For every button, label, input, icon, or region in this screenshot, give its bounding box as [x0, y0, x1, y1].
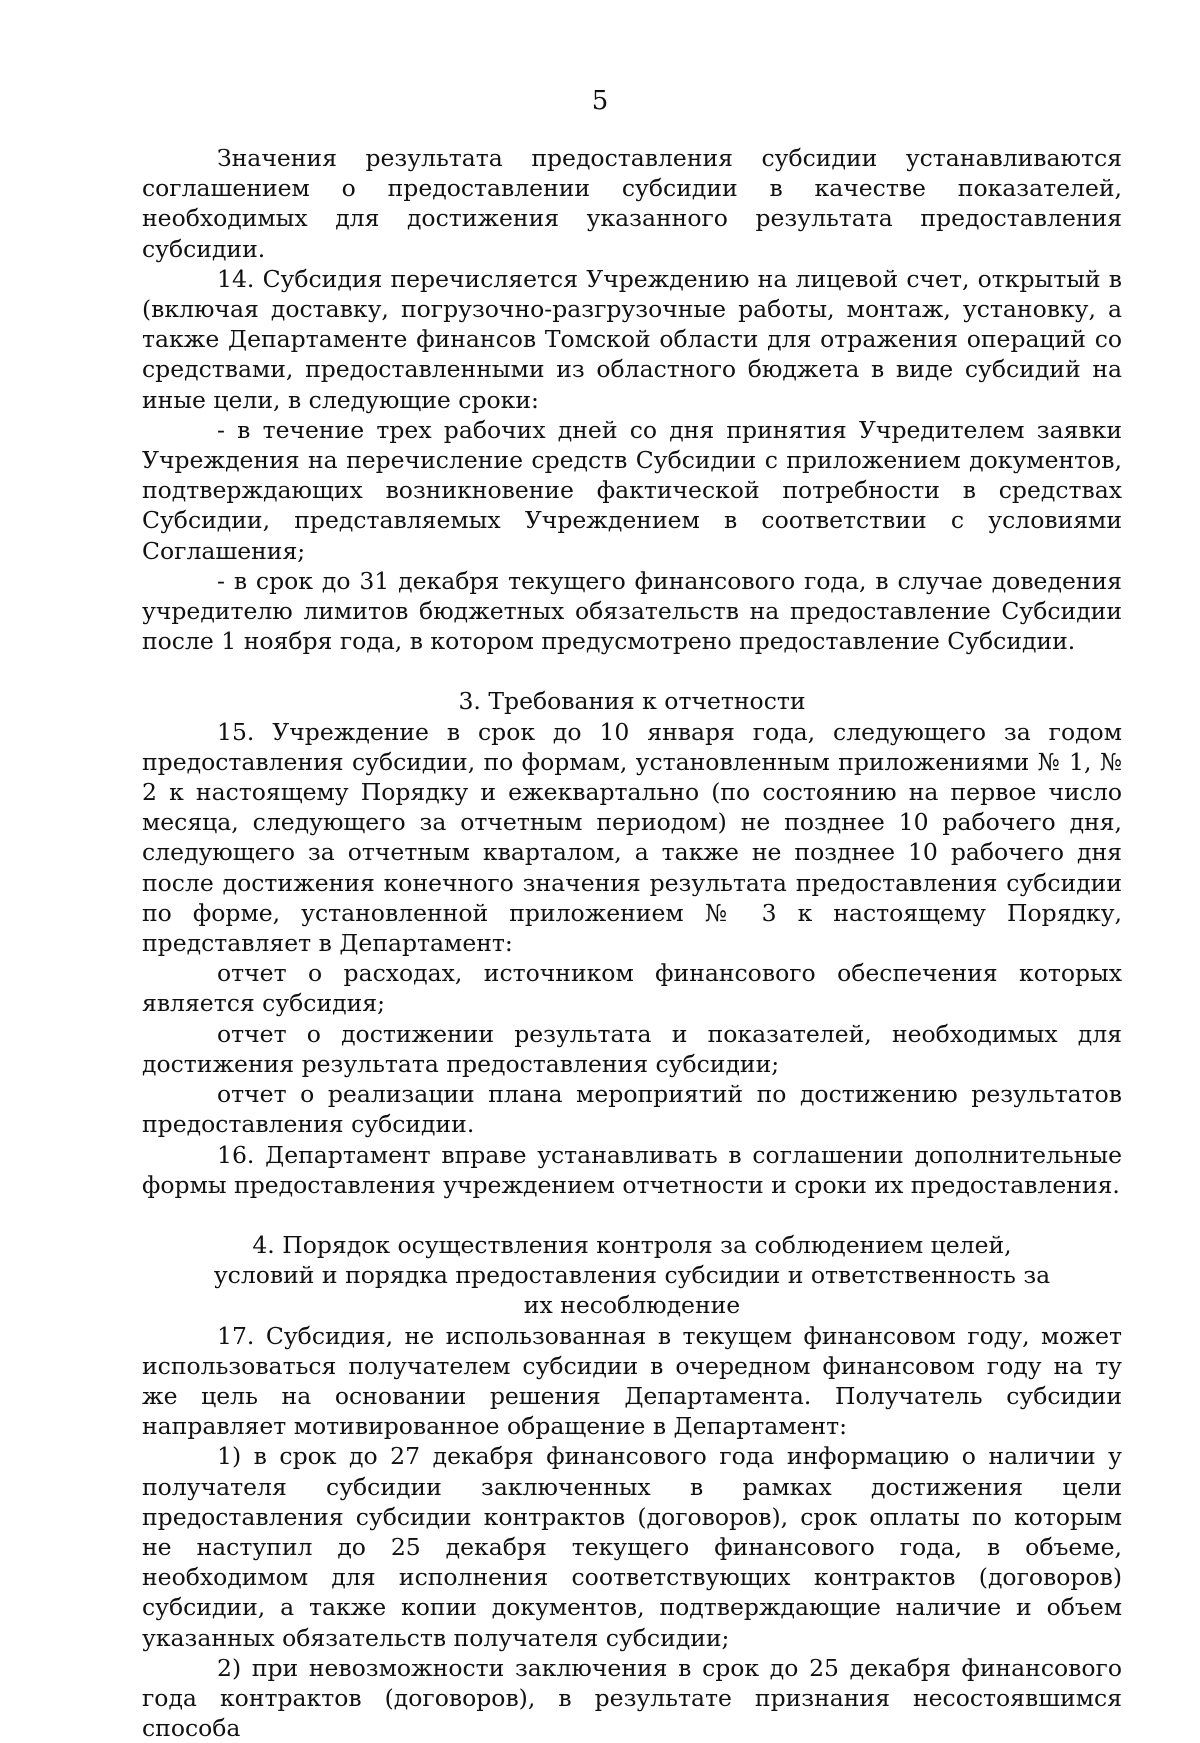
report-expenses: отчет о расходах, источником финансового обеспечения которых является субсидия;: [142, 959, 1122, 1018]
subitem-2: 2) при невозможности заключения в срок до 25 декабря финансового года контрактов (договоров), в результате признания несостоявшимся способа: [142, 1653, 1122, 1743]
section-heading-3: 3. Требования к отчетности: [458, 687, 806, 716]
list-item-three-days: - в течение трех рабочих дней со дня принятия Учредителем заявки Учреждения на перечисление средств Субсидии с приложением документов, подтверждающих возникновение фактической потребности в средствах Субсидии, представляемых Учреждением в соответствии с условиями Соглашения;: [142, 415, 1122, 565]
section-heading-4: 4. Порядок осуществления контроля за соблюдением целей, условий и порядка предоставления субсидии и ответственность за их несоблюдение: [213, 1230, 1051, 1320]
paragraph-16: 16. Департамент вправе устанавливать в соглашении дополнительные формы предоставления учреждением отчетности и сроки их предоставления.: [142, 1140, 1122, 1199]
list-item-december-31: - в срок до 31 декабря текущего финансового года, в случае доведения учредителю лимитов бюджетных обязательств на предоставление Субсидии после 1 ноября года, в котором предусмотрено предоставление Субсидии.: [142, 566, 1122, 656]
document-body: [142, 143, 1122, 1743]
subitem-1: 1) в срок до 27 декабря финансового года информацию о наличии у получателя субсидии заключенных в рамках достижения цели предоставления субсидии контрактов (договоров), срок оплаты по которым не наступил до 25 декабря текущего финансового года, в объеме, необходимом для исполнения соответствующих контрактов (договоров) субсидии, а также копии документов, подтверждающие наличие и объем указанных обязательств получателя субсидии;: [142, 1442, 1122, 1652]
paragraph-14: 14. Субсидия перечисляется Учреждению на лицевой счет, открытый в (включая доставку, погрузочно-разгрузочные работы, монтаж, установку, а также Департаменте финансов Томской области для отражения операций со средствами, предоставленными из областного бюджета в виде субсидий на иные цели, в следующие сроки:: [142, 264, 1122, 414]
paragraph-17: 17. Субсидия, не использованная в текущем финансовом году, может использоваться получателем субсидии в очередном финансовом году на ту же цель на основании решения Департамента. Получатель субсидии направляет мотивированное обращение в Департамент:: [142, 1321, 1122, 1441]
paragraph-15: 15. Учреждение в срок до 10 января года, следующего за годом предоставления субсидии, по формам, установленным приложениями № 1, № 2 к настоящему Порядку и ежеквартально (по состоянию на первое число месяца, следующего за отчетным периодом) не позднее 10 рабочего дня, следующего за отчетным кварталом, а также не позднее 10 рабочего дня после достижения конечного значения результата предоставления субсидии по форме, установленной приложением № 3 к настоящему Порядку, представляет в Департамент:: [142, 717, 1122, 958]
report-achievement: отчет о достижении результата и показателей, необходимых для достижения результата предоставления субсидии;: [142, 1019, 1122, 1078]
report-plan: отчет о реализации плана мероприятий по достижению результатов предоставления субсидии.: [142, 1080, 1122, 1139]
paragraph-result-values: Значения результата предоставления субсидии устанавливаются соглашением о предоставлении субсидии в качестве показателей, необходимых для достижения указанного результата предоставления субсидии.: [142, 144, 1122, 263]
page-number: 5: [591, 86, 609, 116]
